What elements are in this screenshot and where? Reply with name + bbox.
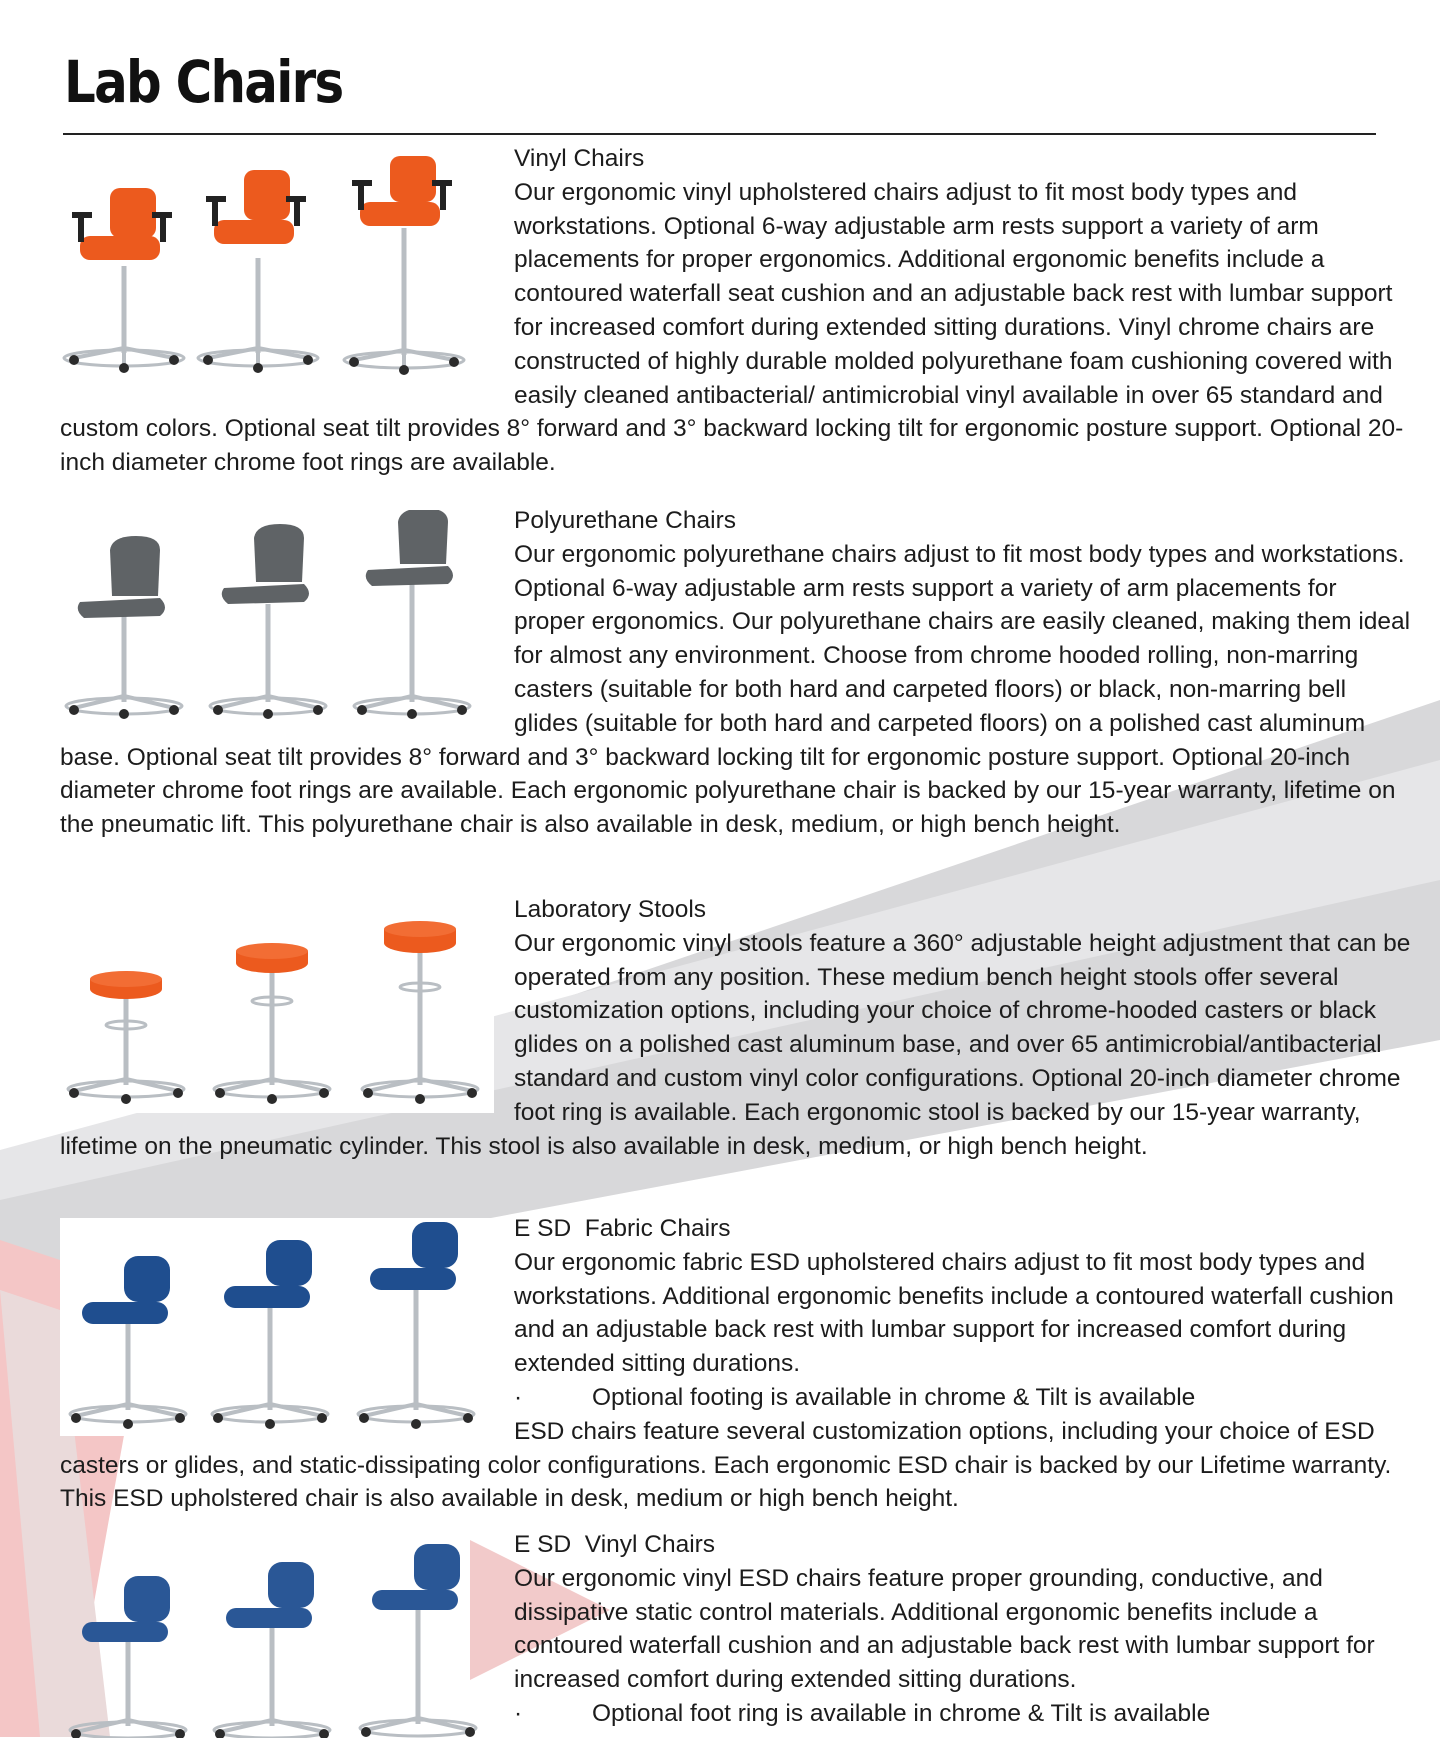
vinyl-chairs-body: Our ergonomic vinyl upholstered chairs adjust to fit most body types and workstations. Optional 6-way adjustable arm rests support a variety of arm placements for proper ergonomics. Additional ergonomic benefits include a contoured waterfall seat cushion and an adjustable back rest with lumbar support for increased comfort during extended sitting durations. Vinyl chrome chairs are constructed of highly durable molded polyurethane foam cushioning covered with easily cleaned antibacterial/ antimicrobial vinyl available in over 65 standard and custom colors. Optional seat tilt provides 8° forward and 3° backward locking tilt for ergonomic posture support. Optional 20-inch diameter chrome foot rings are available. — [60, 178, 1404, 477]
esd-fabric-chairs-body-2: ESD chairs feature several customization options, including your choice of ESD casters or glides, and static-dissipating color configurations. Each ergonomic ESD chair is backed by our Lifetime warranty. This ESD upholstered chair is also available in desk, medium or high bench height. — [60, 1417, 1392, 1513]
esd-fabric-chairs-title: E SD Fabric Chairs — [514, 1215, 731, 1242]
polyurethane-chairs-body: Our ergonomic polyurethane chairs adjust to fit most body types and workstations. Optional 6-way adjustable arm rests support a variety of arm placements for proper ergonomics. Our polyurethane chairs are easily cleaned, making them ideal for almost any environment. Choose from chrome hooded rolling, non-marring casters (suitable for both hard and carpeted floors) or black, non-marring bell glides (suitable for both hard and carpeted floors) on a polished cast aluminum base. Optional seat tilt provides 8° forward and 3° backward locking tilt for ergonomic posture support. Optional 20-inch diameter chrome foot rings are available. Each ergonomic polyurethane chair is backed by our 15-year warranty, lifetime on the pneumatic lift. This polyurethane chair is also available in desk, medium, or high bench height. — [60, 540, 1411, 839]
esd-vinyl-chairs-icon — [60, 1534, 494, 1738]
section-esd-vinyl-chairs — [60, 1528, 1412, 1742]
section-laboratory-stools — [60, 893, 1412, 1163]
bullet-mark: · — [514, 1699, 523, 1727]
esd-fabric-bullet-text: Optional footing is available in chrome & Tilt is available — [592, 1383, 1196, 1411]
vinyl-chairs-icon — [60, 148, 494, 376]
section-polyurethane-chairs — [60, 504, 1412, 842]
bullet-mark: · — [514, 1383, 523, 1411]
esd-vinyl-bullet-text: Optional foot ring is available in chrome & Tilt is available — [592, 1699, 1211, 1727]
laboratory-stools-icon — [60, 899, 494, 1113]
esd-fabric-chairs-icon — [60, 1218, 494, 1436]
polyurethane-chairs-icon — [60, 510, 494, 724]
esd-vinyl-chairs-title: E SD Vinyl Chairs — [514, 1531, 716, 1558]
vinyl-chair-illustration — [64, 188, 184, 373]
laboratory-stools-body: Our ergonomic vinyl stools feature a 360° adjustable height adjustment that can be operated from any position. These medium bench height stools offer several customization options, including your choice of chrome-hooded casters or black glides on a polished cast aluminum base, and over 65 antimicrobial/antibacterial standard and custom vinyl color configurations. Optional 20-inch diameter chrome foot ring is available. Each ergonomic stool is backed by our 15-year warranty, lifetime on the pneumatic cylinder. This stool is also available in desk, medium, or high bench height. — [60, 929, 1411, 1160]
laboratory-stools-title: Laboratory Stools — [514, 896, 707, 923]
polyurethane-chairs-title: Polyurethane Chairs — [514, 507, 736, 534]
vinyl-chairs-title: Vinyl Chairs — [514, 145, 645, 172]
page-title: Lab Chairs — [64, 48, 343, 116]
esd-vinyl-chairs-body: Our ergonomic vinyl ESD chairs feature proper grounding, conductive, and dissipative static control materials. Additional ergonomic benefits include a contoured waterfall cushion and an adjustable back rest with lumbar support for increased comfort during extended sitting durations. — [514, 1564, 1375, 1694]
section-esd-fabric-chairs — [60, 1212, 1412, 1516]
title-divider — [63, 133, 1376, 135]
esd-fabric-chairs-body: Our ergonomic fabric ESD upholstered chairs adjust to fit most body types and workstations. Additional ergonomic benefits include a contoured waterfall cushion and an adjustable back rest with lumbar support for increased comfort during extended sitting durations. — [514, 1248, 1394, 1378]
section-vinyl-chairs — [60, 142, 1412, 480]
